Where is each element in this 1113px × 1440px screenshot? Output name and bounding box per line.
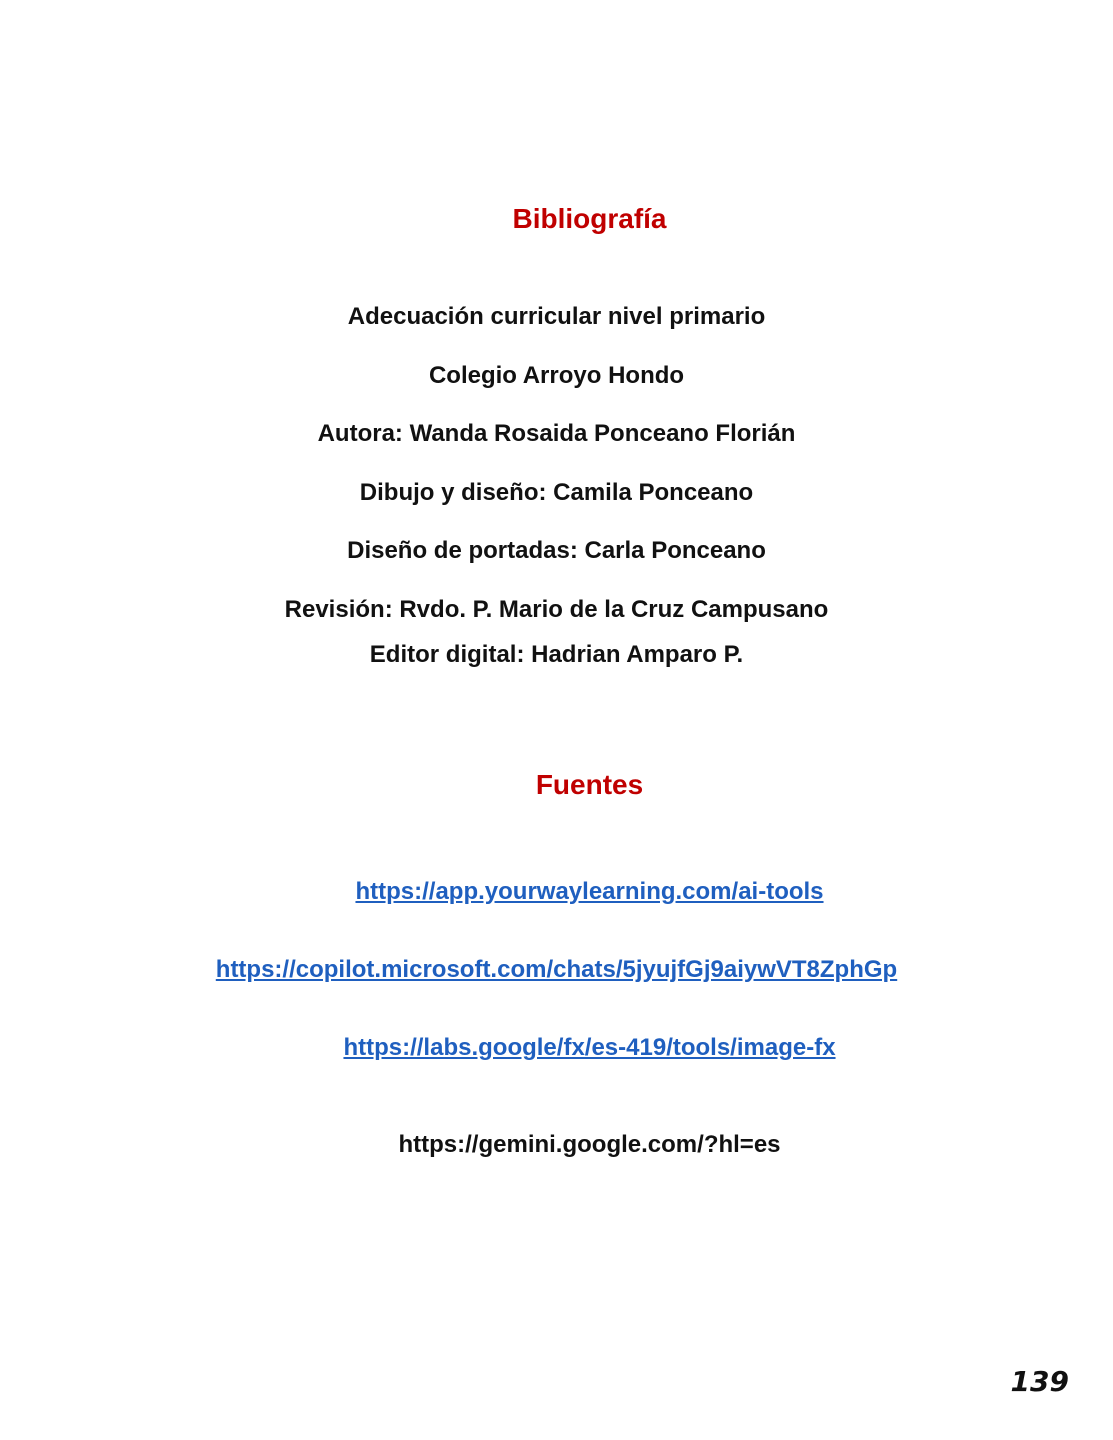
page-number: 139: [1010, 1365, 1069, 1398]
source-item-gemini: https://gemini.google.com/?hl=es: [398, 1131, 781, 1158]
source-item-3: [33, 1034, 1113, 1062]
credit-book-title: Adecuación curricular nivel primario: [347, 303, 766, 330]
source-item-2: [0, 956, 1113, 984]
source-link-yourwaylearning[interactable]: https://app.yourwaylearning.com/ai-tools: [355, 878, 824, 905]
sources-heading: Fuentes: [535, 769, 644, 800]
credit-illustration: Dibujo y diseño: Camila Ponceano: [359, 479, 754, 506]
credit-cover-design: Diseño de portadas: Carla Ponceano: [347, 537, 766, 564]
bibliography-heading: Bibliografía: [512, 203, 667, 234]
credit-digital-editor: Editor digital: Hadrian Amparo P.: [369, 641, 744, 668]
source-link-copilot[interactable]: https://copilot.microsoft.com/chats/5jyujfGj9aiywVT8ZphGp: [215, 956, 898, 983]
source-link-imagefx[interactable]: https://labs.google/fx/es-419/tools/image-fx: [343, 1034, 836, 1061]
source-item-1: [33, 878, 1113, 906]
credit-school: Colegio Arroyo Hondo: [428, 362, 685, 389]
credit-author: Autora: Wanda Rosaida Ponceano Florián: [317, 420, 796, 447]
credit-review: Revisión: Rvdo. P. Mario de la Cruz Campusano: [284, 596, 829, 623]
